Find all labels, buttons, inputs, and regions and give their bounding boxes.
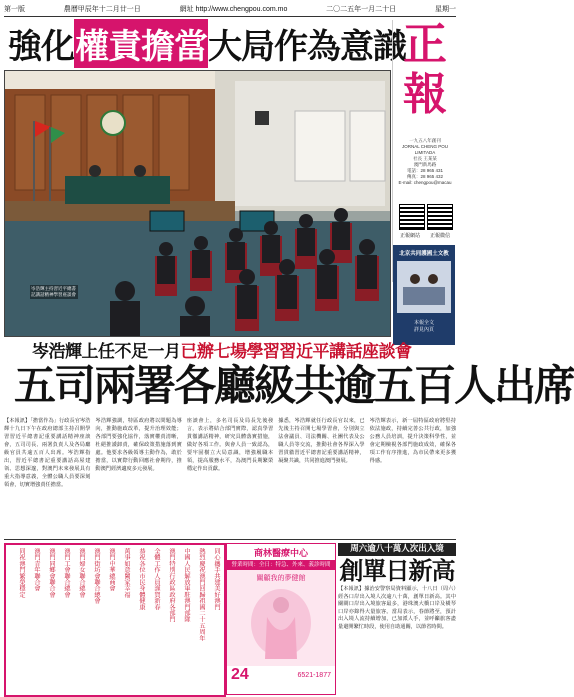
ad-column: 全體工作人員謹賀新春 — [153, 548, 160, 610]
ad-column: 同心攜手共建美好澳門 — [213, 548, 220, 610]
logo-char-2: 報 — [403, 69, 447, 120]
article-column: 座談會上，多名司長及局長先後發言，表示將結合部門實際，認真學習貫徹講話精神，研究具體落實措施，做好各項工作。與會人員一致認為，要牢固樹立大局意識，增強履職本領，提高服務水平，為澳門長期繁榮穩定作出貢獻。 — [186, 418, 274, 472]
side-story-kicker: 周六逾八十萬人次出入境 — [338, 543, 456, 556]
newspaper-logo — [392, 20, 457, 282]
side-advertisement[interactable]: 北京共同護國土文教 本報全文 詳見內頁 — [393, 245, 455, 345]
logo-char-1: 正 — [403, 19, 447, 70]
side-story-headline: 創單日新高 — [339, 557, 455, 585]
clinic-number: 24 — [231, 666, 249, 683]
clinic-hours: 營業時間：全日：特急、外來、義診時間 — [227, 560, 335, 570]
ad-column: 萬事如意闔家幸福 — [123, 548, 130, 598]
article-column: 岑浩輝強調，特區政府將以問題為導向，推動施政改革，提升治理效能；各部門要強化協作，落實權責清晰，杜絕推諉卸責，確保政策措施落到實處。他要求各級領導主動作為，敢於擔當，以實際行動回應社會期待，推動澳門經濟適度多元發展。 — [95, 418, 182, 472]
website[interactable]: 網址 http://www.chengpou.com.mo — [179, 6, 288, 13]
clinic-advertisement[interactable] — [226, 543, 336, 695]
article-column: 【本報訊】「擔當作為」行政長官岑浩輝十九日下午在政府總部主持召開學習習近平總書記重要講話精神座談會，五司司長、兩署負責人及各局廳級官員共逾五百人出席。岑浩輝指出，習近平總書記重要講話高屋建瓴、思想深邃，對澳門未來發展具有重大指導意義，全體公職人員要深刻領會，切實增強責任擔當。 — [4, 418, 91, 488]
subheadline: 岑浩輝上任不足一月已辦七場學習習近平講話座談會 — [32, 342, 412, 362]
issue-date: 二〇二五年一月二十日 — [326, 6, 397, 13]
qr-label-website: 正報網站 — [399, 233, 420, 239]
clinic-phone: 6521-1877 — [297, 671, 331, 679]
figure-illustration — [227, 583, 335, 663]
section-divider — [4, 539, 456, 540]
ad-column: 澳門婦女聯合總會 — [78, 548, 85, 598]
clinic-subtitle: 關顧我的夢健館 — [256, 575, 306, 582]
main-headline: 強化 權責擔當 大局作為意識 — [8, 20, 383, 66]
qr-code-wechat[interactable] — [427, 204, 453, 230]
ad-column: 澳門工會聯合總會 — [63, 548, 70, 598]
ad-column: 澳門中華總商會 — [108, 548, 115, 592]
secondary-headline: 五司兩署各廳級共逾五百人出席 — [14, 361, 574, 410]
qr-label-wechat: 正報微信 — [429, 233, 450, 239]
subheadline-highlight: 已辦七場學習習近平講話座談會 — [180, 342, 412, 362]
article-body — [4, 417, 456, 537]
ad-column: 恭祝各位市民身體健康 — [138, 548, 145, 610]
ad-column: 澳門特別行政區政府各部門 — [168, 548, 175, 623]
publisher-info: 一九五八年創刊 JORNAL CHENG POU LIMITADA 社長 王某某 澳門新馬路 電話：28 965 431 傳真：28 965 432 E-mail: chengpou@macau — [398, 138, 452, 185]
photo-caption: 岑浩輝主持習近平總書記講話精神學習座談會 — [31, 286, 76, 297]
qr-code-website[interactable] — [399, 204, 425, 230]
side-ad-photo — [393, 257, 455, 317]
ad-column: 中國人民解放軍駐澳門部隊 — [183, 548, 190, 623]
masthead-bar — [4, 2, 456, 17]
lunar-date: 農曆甲辰年十二月廿一日 — [63, 6, 141, 13]
side-story-body: 【本報訊】據治安警察局資料顯示，十八日（周六）經各口岸出入境人次逾八十萬，創單日新高。其中關閘口岸出入境旅客最多，港珠澳大橋口岸及橫琴口岸亦錄得大量旅客。當局表示，春節將至，預計出入境人流持續增加，已加派人手，並呼籲旅客盡量避開繁忙時段，使用自助通關，以節省時間。 — [338, 586, 456, 630]
article-column: 據悉，岑浩輝就任行政長官以來，已先後主持召開七場學習會，分別與立法會議員、司法機關、社團代表及公職人員等交流，推動社會各界深入學習貫徹習近平總書記重要講話精神，凝聚共識，共同推進澳門發展。 — [278, 418, 365, 464]
article-column: 岑浩輝表示，新一屆特區政府將堅持依法施政，持續完善公共行政，加強公務人員培訓，提升決策科學性，並會定期檢視各部門施政成效，確保各項工作有序推進，為市民帶來更多獲得感。 — [369, 418, 457, 464]
ad-column: 澳門街坊會聯合總會 — [93, 548, 100, 604]
clinic-name: 商林醫療中心 — [227, 544, 335, 560]
ad-column: 澳門青年聯合會 — [33, 548, 40, 592]
ad-column: 澳門同鄉會聯合會 — [48, 548, 55, 598]
ad-column: 熱烈慶祝澳門回歸祖國二十五周年 — [198, 548, 205, 641]
clinic-ad-image — [227, 570, 335, 666]
greeting-advertisement[interactable] — [4, 543, 226, 697]
headline-highlight: 權責擔當 — [74, 19, 208, 68]
weekday: 星期一 — [434, 6, 456, 13]
side-story — [338, 543, 456, 693]
page-label: 第一版 — [4, 6, 25, 13]
ad-column: 同祝澳門繁榮穩定 — [18, 548, 25, 598]
